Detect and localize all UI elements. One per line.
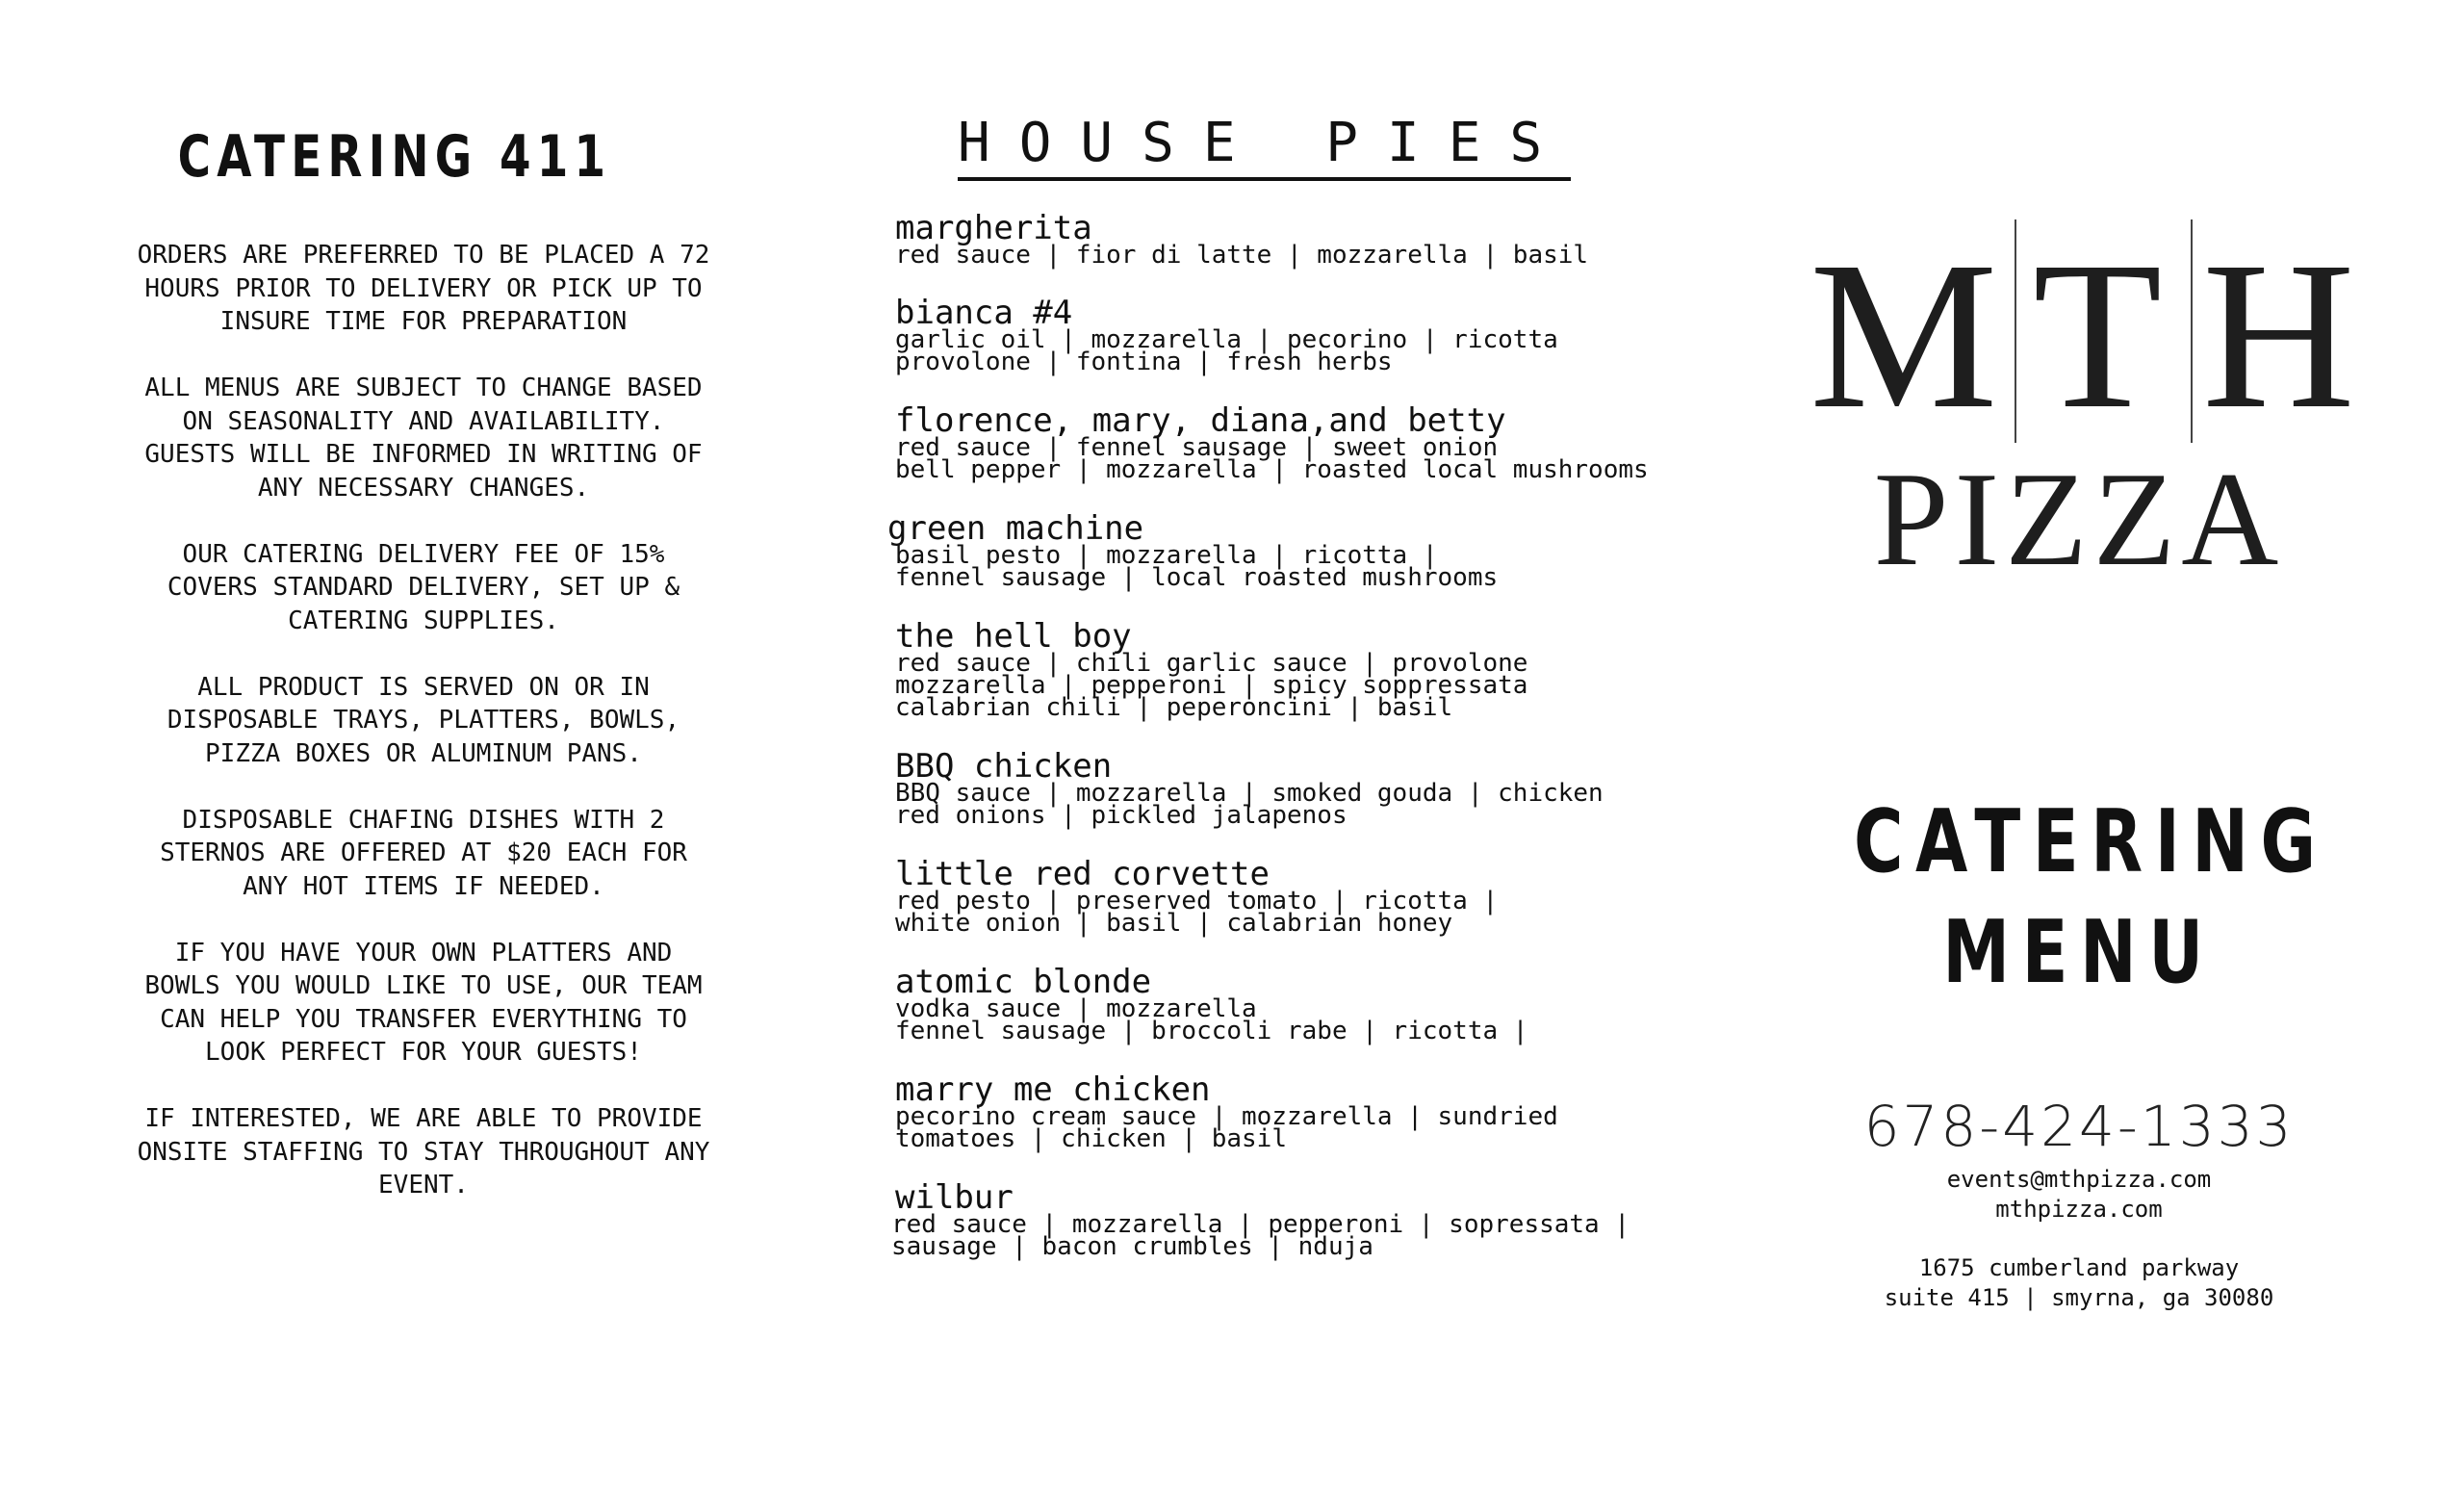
logo-divider — [2015, 219, 2016, 443]
address-line-1: 1675 cumberland parkway — [1918, 1254, 2240, 1281]
pie-item — [895, 963, 1665, 1045]
pie-name: atomic blonde — [895, 963, 1152, 1001]
email-address: events@mthpizza.com — [1946, 1166, 2212, 1193]
mth-pizza-logo — [1810, 218, 2368, 594]
pie-ingredients: red pesto | preserved tomato | ricotta | white onion | basil | calabrian honey — [895, 887, 1499, 938]
pie-ingredients: pecorino cream sauce | mozzarella | sundried tomatoes | chicken | basil — [895, 1102, 1558, 1153]
pie-name: florence, mary, diana,and betty — [895, 401, 1506, 440]
logo-subtitle: PIZZA — [1873, 445, 2285, 594]
phone-number: 678-424-1333 — [1863, 1094, 2295, 1159]
pie-name: bianca #4 — [895, 294, 1073, 332]
pie-item — [895, 1070, 1665, 1153]
menu-title-line1: CATERING — [1854, 791, 2328, 892]
logo-letters — [1810, 218, 2355, 452]
logo-letter-m: M — [1810, 218, 1998, 452]
catering-info-list — [87, 239, 760, 1235]
logo-divider — [2191, 219, 2193, 443]
pie-item — [895, 401, 1665, 484]
info-paragraph-disposables: ALL PRODUCT IS SERVED ON OR IN DISPOSABLE TRAYS, PLATTERS, BOWLS, PIZZA BOXES OR ALUMINUM PANS. — [167, 672, 680, 768]
pie-ingredients: garlic oil | mozzarella | pecorino | ricotta provolone | fontina | fresh herbs — [895, 325, 1558, 376]
pie-name: BBQ chicken — [895, 747, 1113, 786]
catering-info-title: CATERING 411 — [177, 123, 612, 191]
info-paragraph-delivery-fee: OUR CATERING DELIVERY FEE OF 15% COVERS STANDARD DELIVERY, SET UP & CATERING SUPPLIES. — [167, 539, 680, 635]
pie-ingredients: vodka sauce | mozzarella fennel sausage | broccoli rabe | ricotta | — [895, 994, 1528, 1045]
pie-item — [891, 1178, 1661, 1261]
pie-item — [895, 855, 1665, 938]
pie-item — [895, 747, 1665, 830]
pie-name: marry me chicken — [895, 1070, 1211, 1109]
pie-ingredients: basil pesto | mozzarella | ricotta | fennel sausage | local roasted mushrooms — [895, 541, 1499, 592]
info-paragraph-orders: ORDERS ARE PREFERRED TO BE PLACED A 72 HOURS PRIOR TO DELIVERY OR PICK UP TO INSURE TIME FOR PREPARATION — [137, 241, 710, 336]
logo-letter-t: T — [2033, 218, 2163, 452]
pie-item — [895, 209, 1665, 270]
pie-ingredients: red sauce | mozzarella | pepperoni | sopressata | sausage | bacon crumbles | nduja — [891, 1210, 1630, 1261]
pie-name: wilbur — [895, 1178, 1014, 1217]
info-paragraph-platters: IF YOU HAVE YOUR OWN PLATTERS AND BOWLS YOU WOULD LIKE TO USE, OUR TEAM CAN HELP YOU TRANSFER EVERYTHING TO LOOK PERFECT FOR YOUR GUESTS! — [144, 938, 703, 1067]
pie-item — [895, 294, 1665, 376]
website-url: mthpizza.com — [1995, 1196, 2163, 1223]
pie-ingredients: red sauce | chili garlic sauce | provolone mozzarella | pepperoni | spicy soppressata calabrian chili | peperoncini | basil — [895, 649, 1528, 722]
info-paragraph-chafing: DISPOSABLE CHAFING DISHES WITH 2 STERNOS ARE OFFERED AT $20 EACH FOR ANY HOT ITEMS IF NEEDED. — [160, 805, 687, 901]
pie-name: the hell boy — [895, 617, 1132, 656]
pie-ingredients: red sauce | fennel sausage | sweet onion bell pepper | mozzarella | roasted local mushrooms — [895, 433, 1649, 484]
info-paragraph-menus: ALL MENUS ARE SUBJECT TO CHANGE BASED ON SEASONALITY AND AVAILABILITY. GUESTS WILL BE INFORMED IN WRITING OF ANY NECESSARY CHANGES. — [144, 374, 703, 503]
pie-ingredients: red sauce | fior di latte | mozzarella | basil — [895, 241, 1589, 270]
pie-ingredients: BBQ sauce | mozzarella | smoked gouda | chicken red onions | pickled jalapenos — [895, 779, 1604, 830]
pie-name: little red corvette — [895, 855, 1270, 893]
info-paragraph-staffing: IF INTERESTED, WE ARE ABLE TO PROVIDE ONSITE STAFFING TO STAY THROUGHOUT ANY EVENT. — [137, 1104, 710, 1199]
pie-item — [887, 509, 1657, 592]
pie-name: green machine — [887, 509, 1144, 548]
menu-title-line2: MENU — [1942, 902, 2216, 1003]
pie-name: margherita — [895, 209, 1092, 247]
logo-letter-h: H — [2202, 218, 2355, 452]
house-pies-title: HOUSE PIES — [958, 114, 1571, 181]
pie-item — [895, 617, 1665, 722]
address-line-2: suite 415 | smyrna, ga 30080 — [1884, 1284, 2274, 1311]
